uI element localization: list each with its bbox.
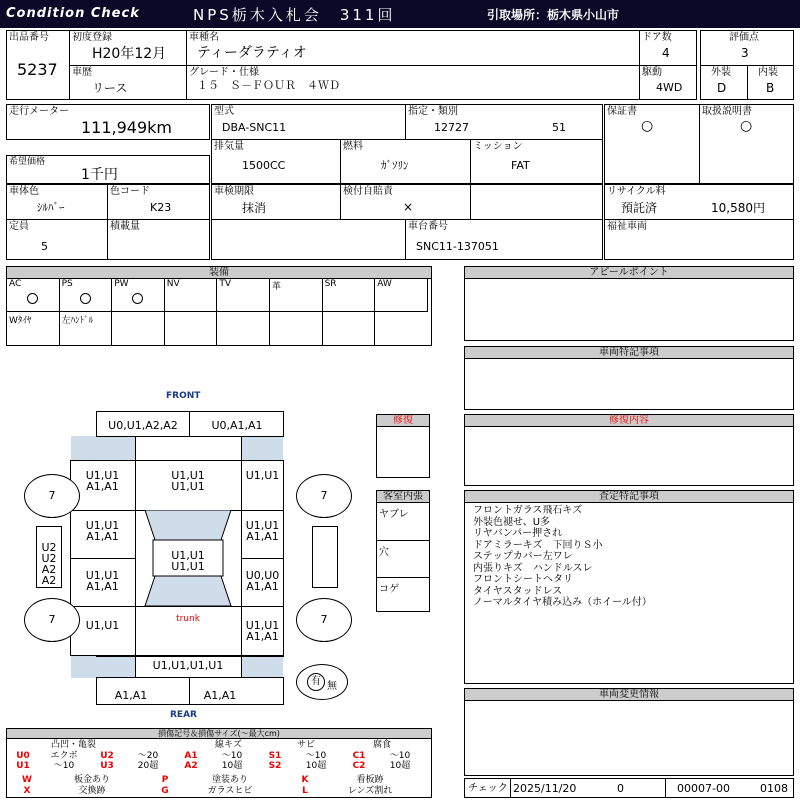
mark-rl-door: U1,U1 A1,A1 <box>85 569 120 593</box>
equip-row2-4 <box>217 312 270 346</box>
mark-hood: U1,U1 U1,U1 <box>171 469 205 493</box>
room-item: ヤブレ <box>379 509 409 520</box>
note-item: 外装色褪せ、U多 <box>473 516 551 528</box>
mark-left-step: U2 U2 A2 A2 <box>41 541 57 587</box>
mark-fl-door: U1,U1 A1,A1 <box>85 519 120 543</box>
ext-cell: 外装 D <box>700 65 748 100</box>
pickup-location: 引取場所：栃木県小山市 <box>487 8 620 22</box>
type-cell: 指定・類別 12727 51 <box>405 104 603 140</box>
drive-cell: 駆動 4WD <box>639 65 697 100</box>
mark-rl-quarter: U1,U1 <box>85 619 120 632</box>
car-name: ティーダラティオ <box>197 45 307 61</box>
warranty-cell: 保証書 ○ <box>604 104 700 184</box>
inspect-cell: 車検期限 抹消 <box>211 184 341 220</box>
doors-cell: ドア数 4 <box>639 30 697 66</box>
wheel-fr: 7 <box>296 474 352 518</box>
grade-cell: グレード・仕様 １５ Ｓ－ＦＯＵＲ ４ＷＤ <box>186 65 640 100</box>
note-item: フロントガラス飛石キズ <box>473 505 583 516</box>
mark-fr-door: U1,U1 A1,A1 <box>245 519 280 543</box>
note-item: フロントシートヘタリ <box>473 574 573 585</box>
mark-tail: U1,U1,U1,U1 <box>152 659 224 672</box>
room-box: 客室内張 ヤブレ 穴 コゲ <box>376 490 430 612</box>
equip-革: 革 <box>270 279 323 312</box>
wheel-rl: 7 <box>24 598 80 642</box>
inspector-notes <box>473 505 652 609</box>
blank-cell-2 <box>211 219 406 260</box>
mark-fr-fender: U1,U1 <box>245 469 280 482</box>
welfare-cell: 福祉車両 <box>604 219 794 260</box>
cap-cell: 定員 5 <box>6 219 108 260</box>
equip-row2-6 <box>323 312 376 346</box>
mark-rr-quarter: U1,U1 A1,A1 <box>245 619 280 643</box>
wheel-rr: 7 <box>296 598 352 642</box>
load-cell: 積載量 <box>107 219 210 260</box>
mark-rr-door: U0,U0 A1,A1 <box>245 569 280 593</box>
equip-sr: SR <box>323 279 376 312</box>
header-title: Condition Check <box>6 6 140 21</box>
mark-fl-fender: U1,U1 A1,A1 <box>85 469 120 493</box>
equip-aw: AW <box>375 279 428 312</box>
equip-row2-3 <box>165 312 218 346</box>
blank-cell <box>470 184 603 220</box>
name-cell: 車種名 ティーダラティオ <box>186 30 640 66</box>
insure-cell: 検付自賠責 × <box>340 184 471 220</box>
equip-row2-1: 左ﾊﾝﾄﾞﾙ <box>60 312 113 346</box>
lot-number: 5237 <box>17 60 58 79</box>
note-item: ノーマルタイヤ積み込み（ホイール付） <box>473 597 652 608</box>
equip-row2-5 <box>270 312 323 346</box>
mark-roof: U1,U1 U1,U1 <box>171 549 205 573</box>
equip-row2-2 <box>112 312 165 346</box>
inspector-panel: 査定特記事項 フロントガラス飛石キズ 外装色褪せ、U多 リヤバンパー押され ドアミラーキズ 下回りＳ小 ステップカバー左ワレ 内張りキズ ハンドルスレ フロントシートヘタリ タイヤスタッドレス ノーマルタイヤ積み込み（ホイール付） <box>464 490 794 684</box>
equip-ps: PS <box>60 279 113 312</box>
mark-rear-right: A1,A1 <box>203 689 237 702</box>
appeal-panel: アピールポイント <box>464 266 794 341</box>
equip-ac: AC <box>7 279 60 312</box>
recycle-cell: リサイクル料 預託済 10,580円 <box>604 184 794 220</box>
mileage-cell: 走行メーター 111,949km <box>6 104 210 140</box>
equip-row2-0: Wﾀｲﾔ <box>7 312 60 346</box>
note-item: 内張りキズ ハンドルスレ <box>473 562 593 574</box>
mark-front-left: U0,U1,A2,A2 <box>108 419 178 432</box>
repair-box: 修復 <box>376 414 430 478</box>
disp-cell: 排気量 1500CC <box>211 139 341 184</box>
lot-cell: 出品番号 5237 <box>6 30 70 100</box>
equip-nv: NV <box>165 279 218 312</box>
fuel-cell: 燃料 ｶﾞｿﾘﾝ <box>340 139 471 184</box>
spare-yes: 有 <box>307 673 325 691</box>
manual-cell: 取扱説明書 ○ <box>699 104 794 184</box>
mark-rear-left: A1,A1 <box>114 689 148 702</box>
model-cell: 型式 DBA-SNC11 <box>211 104 406 140</box>
repair-panel: 修復内容 <box>464 414 794 486</box>
note-item: ステップカバー左ワレ <box>473 551 573 562</box>
reg-cell: 初度登録 H20年12月 <box>69 30 187 66</box>
change-panel: 車両変更情報 <box>464 688 794 776</box>
score-cell: 評価点 3 <box>700 30 794 66</box>
color-cell: 車体色 ｼﾙﾊﾞｰ <box>6 184 108 220</box>
equip-pw: PW <box>112 279 165 312</box>
note-item: ドアミラーキズ 下回りＳ小 <box>473 539 603 551</box>
right-step <box>312 526 338 588</box>
history-cell: 車歴 リース <box>69 65 187 100</box>
equip-tv: TV <box>217 279 270 312</box>
trunk-label: trunk <box>176 614 200 624</box>
wheel-fl: 7 <box>24 474 80 518</box>
mileage-value: 111,949km <box>81 118 173 137</box>
colorcode-cell: 色コード K23 <box>107 184 210 220</box>
int-cell: 内装 B <box>747 65 794 100</box>
equipment-box: 装備 AC PS PW NV TV 革 SR AW Wﾀｲﾔ 左ﾊﾝﾄﾞﾙ <box>6 266 432 346</box>
car-diagram: FRONT REAR 7 7 7 7 U0,U1,A2,A2 U0,A1,A1 U1,U1 A1,A1 U1,U1 U1,U1 U1,U1 U1,U1 A1,A1 U1,U1 A1,A1 U1,U1 U1,U1 U1,U1 A1,A1 U0,U0 A1,A1 U1,U1 U1,U1 A1,A1 U2 U2 A2 A2 U1,U1,U1,U1 A1,A1 A1,A1 trunk 有 無 <box>0 0 1 1</box>
spare-no: 無 <box>327 681 337 692</box>
room-item: 穴 <box>377 540 430 577</box>
note-item: タイヤスタッドレス <box>473 585 563 597</box>
trans-cell: ミッション FAT <box>470 139 603 184</box>
score-value: 3 <box>741 46 749 60</box>
special-panel: 車両特記事項 <box>464 346 794 410</box>
price-cell: 希望価格 1千円 <box>6 155 210 184</box>
check-row: チェック 2025/11/20 0 00007-00 0108 <box>464 778 794 798</box>
chassis-cell: 車台番号 SNC11-137051 <box>405 219 603 260</box>
auction-name: NPS栃木入札会 311回 <box>193 6 396 24</box>
room-item: コゲ <box>377 577 430 612</box>
page-header <box>0 0 800 28</box>
mark-front-right: U0,A1,A1 <box>211 419 263 432</box>
note-item: リヤバンパー押され <box>473 528 563 539</box>
legend-box: 損傷記号＆損傷サイズ(～最大cm) 凸凹・亀裂 線キズ サビ 腐食 U0 エクボ U2 ～20 A1 ～10 S1 ～10 C1 ～10 U1 ～10 U3 20超 A2 10超 S2 10超 C2 10超 W 板金あり P 塗装あり K 看板跡 X 交換跡 G ガラスヒビ L レンズ割れ <box>6 728 432 798</box>
